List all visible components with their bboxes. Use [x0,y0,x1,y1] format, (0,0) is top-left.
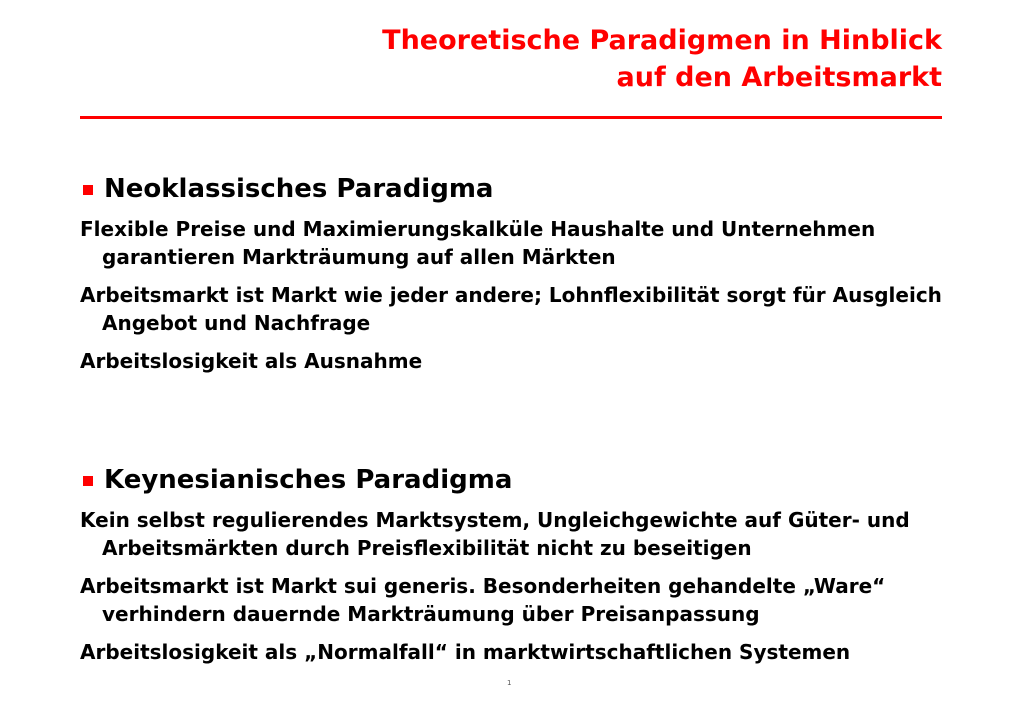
section-neoclassical [80,173,960,385]
slide-title [82,22,942,96]
section-heading-text: Keynesianisches Paradigma [104,465,513,495]
paragraph: Arbeitsmarkt ist Markt wie jeder andere; Lohnflexibilität sorgt für Ausgleich Angebot und Nachfrage [80,283,942,335]
section-keynesian [80,464,960,676]
paragraph: Flexible Preise und Maximierungskalküle Haushalte und Unternehmen garantieren Markträumung auf allen Märkten [80,217,876,269]
section-heading [80,173,960,205]
paragraph: Arbeitsmarkt ist Markt sui generis. Besonderheiten gehandelte „Ware“ verhindern dauernde Markträumung über Preisanpassung [80,574,886,626]
square-bullet-icon [83,185,93,195]
title-divider [80,116,942,119]
paragraph: Arbeitslosigkeit als „Normalfall“ in marktwirtschaftlichen Systemen [80,640,851,664]
section-heading-text: Neoklassisches Paradigma [104,174,494,204]
page-number: 1 [507,679,512,687]
section-heading [80,464,960,496]
paragraph: Kein selbst regulierendes Marktsystem, Ungleichgewichte auf Güter- und Arbeitsmärkten durch Preisflexibilität nicht zu beseitigen [80,508,910,560]
slide-title-line-2: auf den Arbeitsmarkt [616,62,942,93]
square-bullet-icon [83,476,93,486]
slide-title-line-1: Theoretische Paradigmen in Hinblick [382,25,942,56]
paragraph: Arbeitslosigkeit als Ausnahme [80,349,423,373]
